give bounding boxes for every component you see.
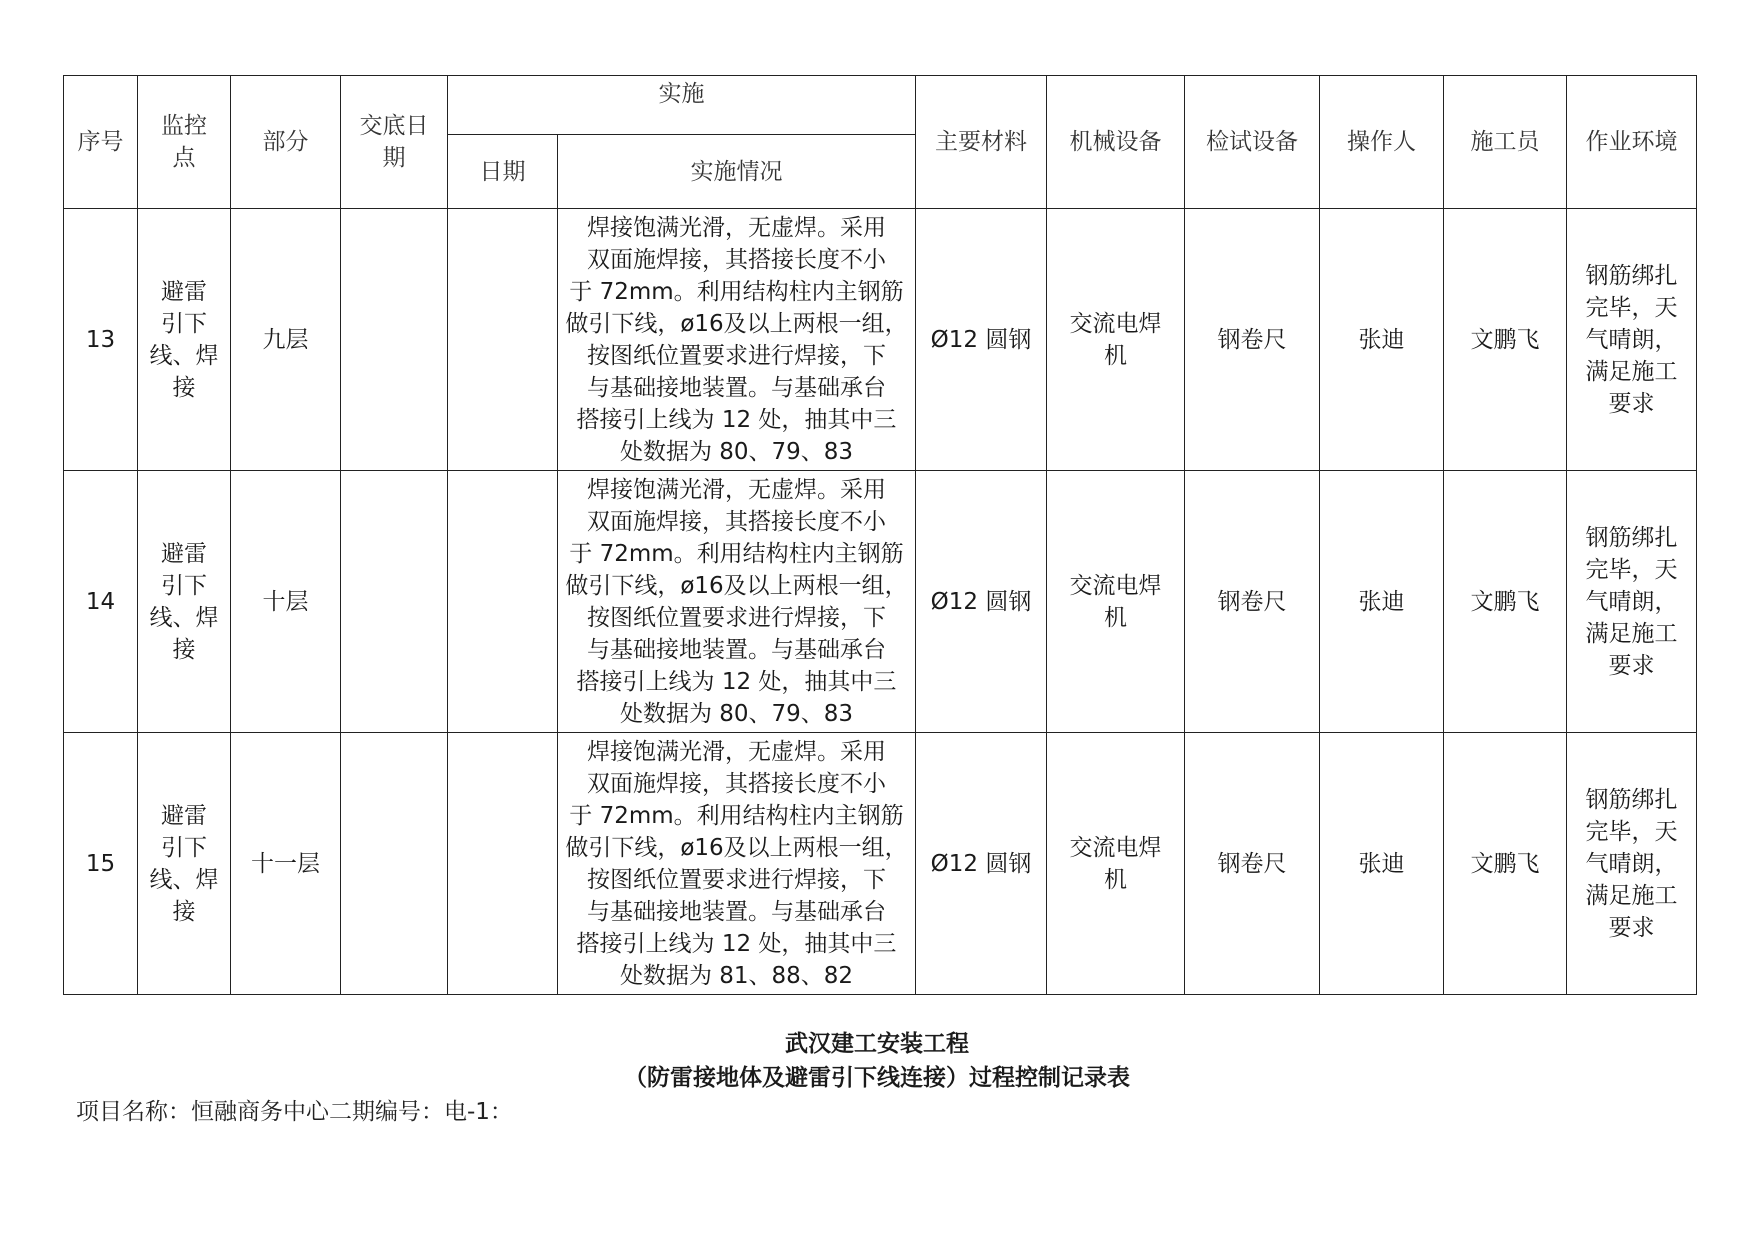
cell-constructor: 文鹏飞	[1444, 471, 1567, 733]
header-test-equipment: 检试设备	[1185, 76, 1320, 209]
cell-test-equipment: 钢卷尺	[1185, 733, 1320, 995]
cell-operator: 张迪	[1320, 209, 1444, 471]
cell-environment: 钢筋绑扎 完毕，天 气晴朗， 满足施工 要求	[1567, 471, 1697, 733]
cell-machinery: 交流电焊 机	[1047, 209, 1185, 471]
project-name-line: 项目名称：恒融商务中心二期编号：电-1：	[76, 1099, 513, 1125]
header-environment: 作业环境	[1567, 76, 1697, 209]
header-constructor: 施工员	[1444, 76, 1567, 209]
cell-seq: 15	[64, 733, 138, 995]
cell-impl-date	[448, 209, 558, 471]
cell-monitor-point: 避雷 引下 线、焊 接	[138, 733, 231, 995]
cell-test-equipment: 钢卷尺	[1185, 209, 1320, 471]
cell-seq: 14	[64, 471, 138, 733]
cell-main-material: Ø12 圆钢	[916, 209, 1047, 471]
cell-seq: 13	[64, 209, 138, 471]
cell-impl-status: 焊接饱满光滑，无虚焊。采用 双面施焊接，其搭接长度不小 于 72mm。利用结构柱内主钢筋 做引下线，ø16及以上两根一组， 按图纸位置要求进行焊接，下 与基础接地装置。与基础承台 搭接引上线为 12 处，抽其中三 处数据为 81、88、82	[558, 733, 916, 995]
cell-part: 十一层	[231, 733, 341, 995]
cell-impl-status: 焊接饱满光滑，无虚焊。采用 双面施焊接，其搭接长度不小 于 72mm。利用结构柱内主钢筋 做引下线，ø16及以上两根一组， 按图纸位置要求进行焊接，下 与基础接地装置。与基础承台 搭接引上线为 12 处，抽其中三 处数据为 80、79、83	[558, 209, 916, 471]
cell-machinery: 交流电焊 机	[1047, 733, 1185, 995]
cell-impl-date	[448, 471, 558, 733]
table-row	[64, 471, 1697, 733]
header-part: 部分	[231, 76, 341, 209]
header-impl-status: 实施情况	[558, 135, 916, 209]
table-row	[64, 209, 1697, 471]
cell-monitor-point: 避雷 引下 线、焊 接	[138, 209, 231, 471]
cell-operator: 张迪	[1320, 733, 1444, 995]
cell-handover-date	[341, 733, 448, 995]
cell-handover-date	[341, 209, 448, 471]
header-operator: 操作人	[1320, 76, 1444, 209]
cell-environment: 钢筋绑扎 完毕，天 气晴朗， 满足施工 要求	[1567, 733, 1697, 995]
cell-constructor: 文鹏飞	[1444, 733, 1567, 995]
cell-constructor: 文鹏飞	[1444, 209, 1567, 471]
process-control-record-table	[63, 75, 1697, 995]
cell-main-material: Ø12 圆钢	[916, 471, 1047, 733]
cell-main-material: Ø12 圆钢	[916, 733, 1047, 995]
header-row-1	[64, 76, 1697, 135]
table-row	[64, 733, 1697, 995]
header-impl-date: 日期	[448, 135, 558, 209]
header-handover-date: 交底日期	[341, 76, 448, 209]
cell-part: 十层	[231, 471, 341, 733]
document-title-form: （防雷接地体及避雷引下线连接）过程控制记录表	[624, 1065, 1130, 1091]
header-main-material: 主要材料	[916, 76, 1047, 209]
header-seq: 序号	[64, 76, 138, 209]
header-monitor-point: 监控点	[138, 76, 231, 209]
header-implementation: 实施	[448, 76, 916, 135]
cell-impl-status: 焊接饱满光滑，无虚焊。采用 双面施焊接，其搭接长度不小 于 72mm。利用结构柱内主钢筋 做引下线，ø16及以上两根一组， 按图纸位置要求进行焊接，下 与基础接地装置。与基础承台 搭接引上线为 12 处，抽其中三 处数据为 80、79、83	[558, 471, 916, 733]
cell-part: 九层	[231, 209, 341, 471]
cell-operator: 张迪	[1320, 471, 1444, 733]
cell-machinery: 交流电焊 机	[1047, 471, 1185, 733]
header-machinery: 机械设备	[1047, 76, 1185, 209]
cell-test-equipment: 钢卷尺	[1185, 471, 1320, 733]
cell-handover-date	[341, 471, 448, 733]
cell-environment: 钢筋绑扎 完毕，天 气晴朗， 满足施工 要求	[1567, 209, 1697, 471]
document-title-company: 武汉建工安装工程	[785, 1031, 969, 1057]
cell-impl-date	[448, 733, 558, 995]
cell-monitor-point: 避雷 引下 线、焊 接	[138, 471, 231, 733]
